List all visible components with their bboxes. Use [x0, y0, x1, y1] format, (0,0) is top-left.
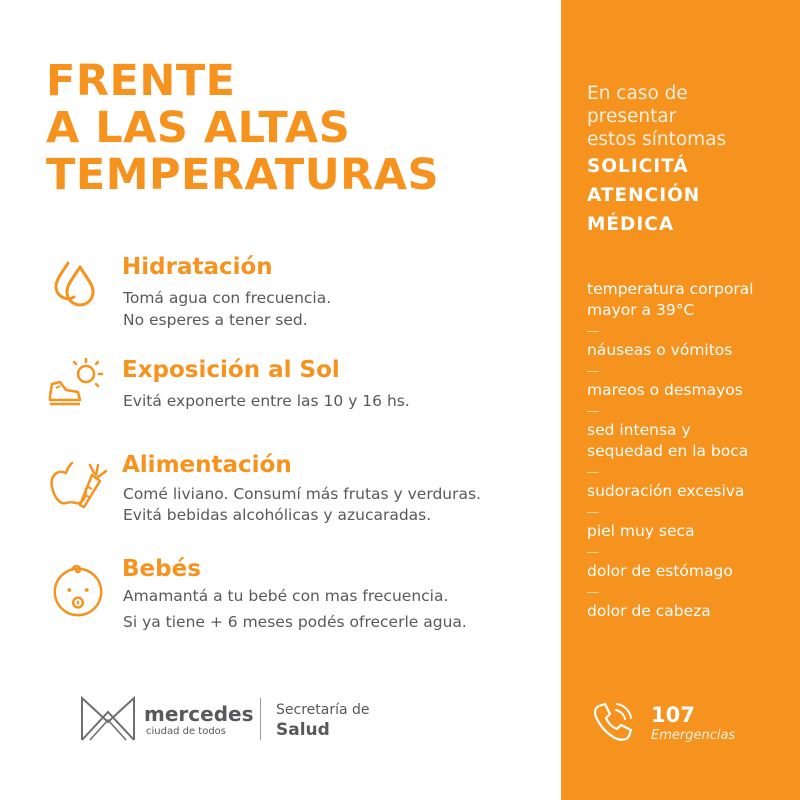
- section-text: Evitá exponerte entre las 10 y 16 hs.: [123, 392, 410, 410]
- separator: [587, 472, 599, 473]
- emergency-contact[interactable]: [591, 700, 791, 750]
- apple-carrot-icon: [48, 459, 108, 511]
- symptom-text: sequedad en la boca: [587, 442, 749, 460]
- brand-name: mercedes: [144, 702, 254, 726]
- separator: [587, 331, 599, 332]
- section-text: No esperes a tener sed.: [123, 311, 308, 329]
- symptom-text: mareos o desmayos: [587, 381, 743, 399]
- symptom-text: dolor de estómago: [587, 562, 733, 580]
- symptom-item: [587, 340, 792, 361]
- title-line-2: A LAS ALTAS: [46, 103, 351, 153]
- symptom-item: [587, 521, 792, 542]
- symptom-item: [587, 279, 792, 321]
- symptom-text: náuseas o vómitos: [587, 341, 733, 359]
- sun-shoe-icon: [46, 356, 106, 408]
- intro-line: En caso de: [587, 83, 688, 104]
- section-text: Comé liviano. Consumí más frutas y verduras.: [123, 485, 481, 503]
- brand-tagline: ciudad de todos: [146, 726, 227, 737]
- section-text: Si ya tiene + 6 meses podés ofrecerle agua.: [123, 613, 467, 631]
- separator: [587, 371, 599, 372]
- symptoms-panel: [561, 0, 800, 800]
- title-line-3: TEMPERATURAS: [46, 150, 440, 200]
- symptom-text: sudoración excesiva: [587, 482, 745, 500]
- symptom-item: [587, 420, 792, 462]
- section-heading: Hidratación: [122, 254, 273, 280]
- symptom-text: piel muy seca: [587, 522, 695, 540]
- emergency-label: Emergencias: [651, 728, 736, 743]
- call-to-action: [587, 152, 700, 239]
- page-title: [46, 58, 546, 199]
- emergency-number: 107: [651, 703, 695, 727]
- symptom-text: mayor a 39°C: [587, 301, 695, 319]
- section-alimentacion: [46, 451, 556, 531]
- separator: [587, 592, 599, 593]
- cta-line: ATENCIÓN: [587, 185, 701, 206]
- section-exposicion-sol: [46, 356, 556, 416]
- symptom-item: [587, 561, 792, 582]
- separator: [587, 512, 599, 513]
- section-heading: Exposición al Sol: [122, 357, 340, 383]
- section-text: Amamantá a tu bebé con mas frecuencia.: [123, 587, 449, 605]
- symptom-item: [587, 380, 792, 401]
- section-heading: Bebés: [122, 556, 201, 582]
- department-line-1: Secretaría de: [276, 702, 370, 718]
- section-text: Evitá bebidas alcohólicas y azucaradas.: [123, 506, 432, 524]
- section-bebes: [46, 555, 556, 640]
- phone-icon: [591, 700, 635, 744]
- symptom-text: dolor de cabeza: [587, 602, 711, 620]
- symptom-text: sed intensa y: [587, 421, 691, 439]
- separator: [587, 552, 599, 553]
- symptom-item: [587, 601, 792, 622]
- title-line-1: FRENTE: [46, 56, 236, 106]
- mercedes-logo-icon: [80, 694, 136, 742]
- separator: [587, 411, 599, 412]
- symptoms-intro: [587, 82, 726, 151]
- intro-line: estos síntomas: [587, 129, 727, 150]
- divider: [260, 698, 261, 740]
- cta-line: SOLICITÁ: [587, 156, 689, 177]
- footer-logo: [80, 690, 480, 750]
- section-heading: Alimentación: [122, 452, 292, 478]
- department-line-2: Salud: [276, 720, 330, 740]
- section-hidratacion: [46, 253, 556, 333]
- section-text: Tomá agua con frecuencia.: [123, 289, 332, 307]
- cta-line: MÉDICA: [587, 214, 675, 235]
- symptom-text: temperatura corporal: [587, 280, 754, 298]
- baby-face-icon: [48, 561, 108, 619]
- symptom-list: [587, 279, 792, 622]
- intro-line: presentar: [587, 106, 677, 127]
- symptom-item: [587, 481, 792, 502]
- water-drops-icon: [50, 257, 110, 309]
